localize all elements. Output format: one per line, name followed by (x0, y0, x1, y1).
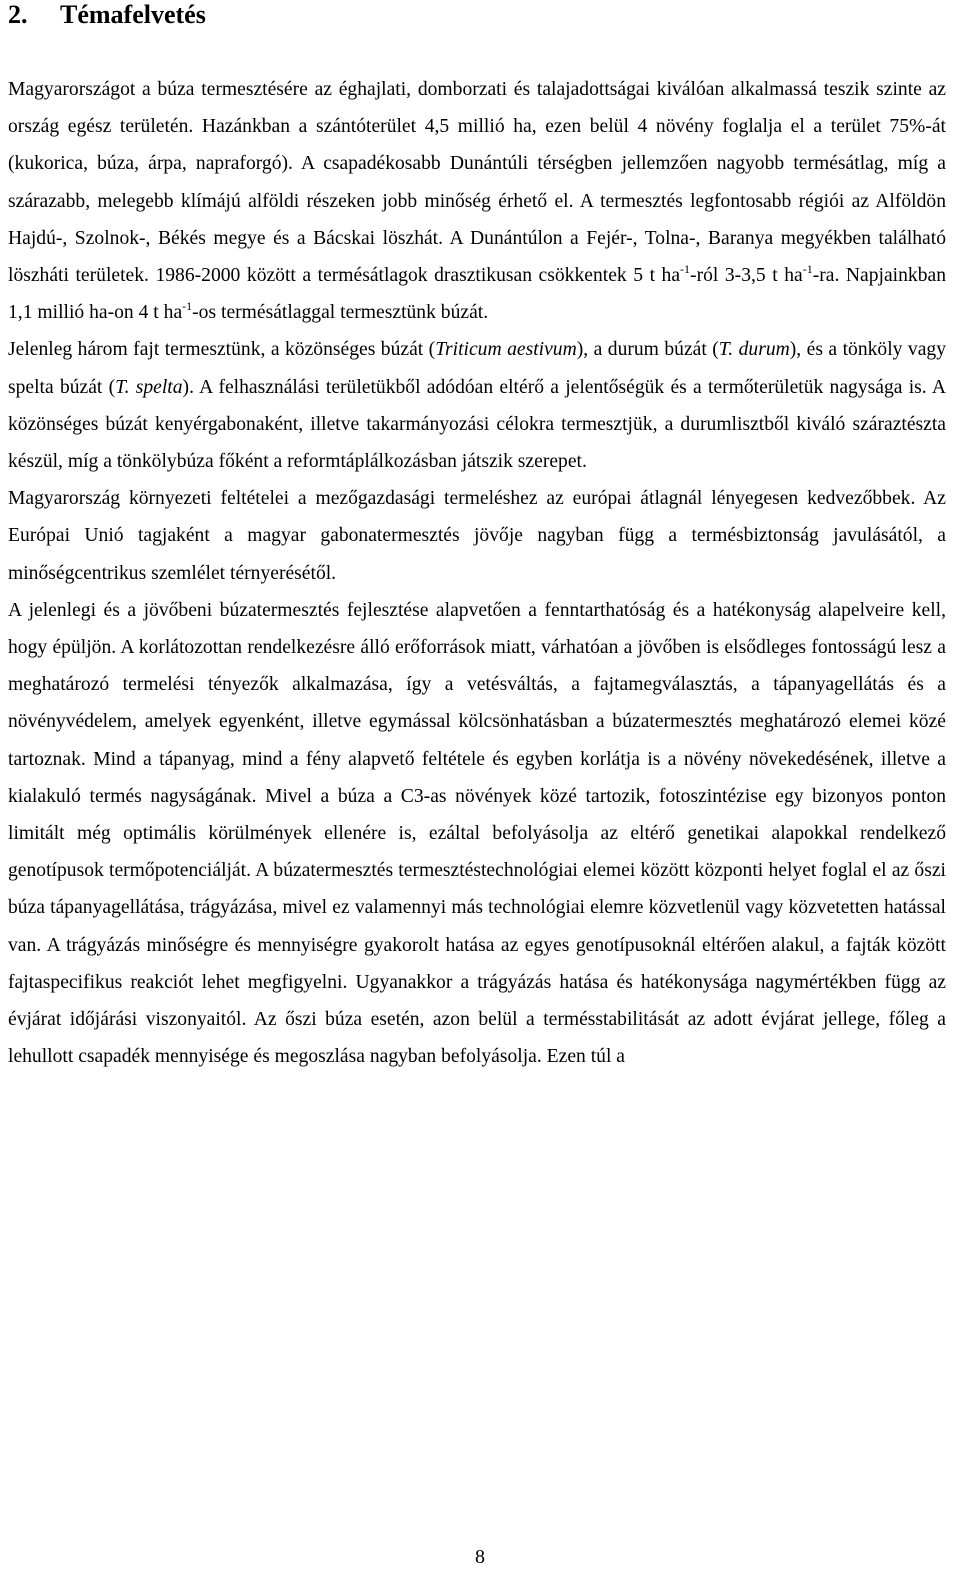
text-run: -ra. Napjainkban 1,1 millió ha-on 4 t ha (8, 265, 946, 324)
paragraph (8, 480, 946, 592)
section-number: 2. (8, 0, 28, 29)
page-number: 8 (475, 1546, 485, 1568)
superscript: -1 (802, 262, 813, 277)
paragraph (8, 592, 946, 1076)
text-run: ), a durum búzát ( (576, 339, 719, 361)
text-run: -ról 3-3,5 t ha (690, 265, 803, 287)
species-name: Triticum aestivum (435, 339, 577, 361)
paragraph (8, 331, 946, 480)
text-run: A jelenlegi és a jövőbeni búzatermesztés fejlesztése alapvetően a fenntarthatóság és a hatékonyság alapelveire kell, hogy épüljön. A korlátozottan rendelkezésre álló erőforrások miatt, várhatóan a jövőben is elsődleges fontosságú lesz a meghatározó termelési tényezők alkalmazása, így a vetésváltás, a fajtamegválasztás, a tápanyagellátás és a növényvédelem, amelyek egyenként, illetve egymással kölcsönhatásban a búzatermesztés meghatározó elemei közé tartoznak. Mind a tápanyag, mind a fény alapvető feltétele és egyben korlátja is a növény növekedésének, illetve a kialakuló termés nagyságának. Mivel a búza a C3-as növények közé tartozik, fotoszintézise egy bizonyos ponton limitált még optimális körülmények ellenére is, ezáltal befolyásolja az eltérő genetikai alapokkal rendelkező genotípusok termőpotenciálját. A búzatermesztés termesztéstechnológiai elemei között központi helyet foglal el az őszi búza tápanyagellátása, trágyázása, mivel ez valamennyi más technológiai elemre közvetlenül vagy közvetetten hatással van. A trágyázás minőségre és mennyiségre gyakorolt hatása az egyes genotípusoknál eltérően alakul, a fajták között fajtaspecifikus reakciót lehet megfigyelni. Ugyanakkor a trágyázás hatása és hatékonysága nagymértékben függ az évjárat időjárási viszonyaitól. Az őszi búza esetén, azon belül a termésstabilitását az adott évjárat jellege, főleg a lehullott csapadék mennyisége és megoszlása nagyban befolyásolja. Ezen túl a (8, 599, 946, 1068)
document-page (8, 0, 946, 1075)
section-title: Témafelvetés (60, 0, 206, 29)
text-run: Jelenleg három fajt termesztünk, a közönséges búzát ( (8, 339, 436, 361)
species-name: T. spelta (115, 376, 183, 398)
text-run: ). A felhasználási területükből adódóan eltérő a jelentőségük és a termőterületük nagysága is. A közönséges búzát kenyérgabonaként, illetve takarmányozási célokra termesztjük, a durumlisztből kiváló száraztészta készül, míg a tönkölybúza főként a reformtáplálkozásban játszik szerepet. (8, 376, 946, 473)
species-name: T. durum (718, 339, 790, 361)
section-heading (8, 0, 946, 46)
text-run: ), és a tönköly vagy spelta búzát ( (8, 339, 946, 398)
superscript: -1 (182, 299, 193, 314)
text-run: Magyarország környezeti feltételei a mezőgazdasági termeléshez az európai átlagnál lényegesen kedvezőbbek. Az Európai Unió tagjaként a magyar gabonatermesztés jövője nagyban függ a termésbiztonság javulásától, a minőségcentrikus szemlélet térnyerésétől. (8, 488, 946, 584)
text-run: -os termésátlaggal termesztünk búzát. (192, 302, 489, 324)
paragraph (8, 71, 946, 331)
text-run: Magyarországot a búza termesztésére az éghajlati, domborzati és talajadottságai kiválóan alkalmassá teszik szinte az ország egész területén. Hazánkban a szántóterület 4,5 millió ha, ezen belül 4 növény foglalja el a terület 75%-át (kukorica, búza, árpa, napraforgó). A csapadékosabb Dunántúli térségben jellemzően nagyobb termésátlag, míg a szárazabb, melegebb klímájú alföldi részeken jobb minőség érhető el. A termesztés legfontosabb régiói az Alföldön Hajdú-, Szolnok-, Békés megye és a Bácskai löszhát. A Dunántúlon a Fejér-, Tolna-, Baranya megyékben található löszháti területek. 1986-2000 között a termésátlagok drasztikusan csökkentek 5 t ha (8, 79, 946, 287)
superscript: -1 (680, 262, 691, 277)
